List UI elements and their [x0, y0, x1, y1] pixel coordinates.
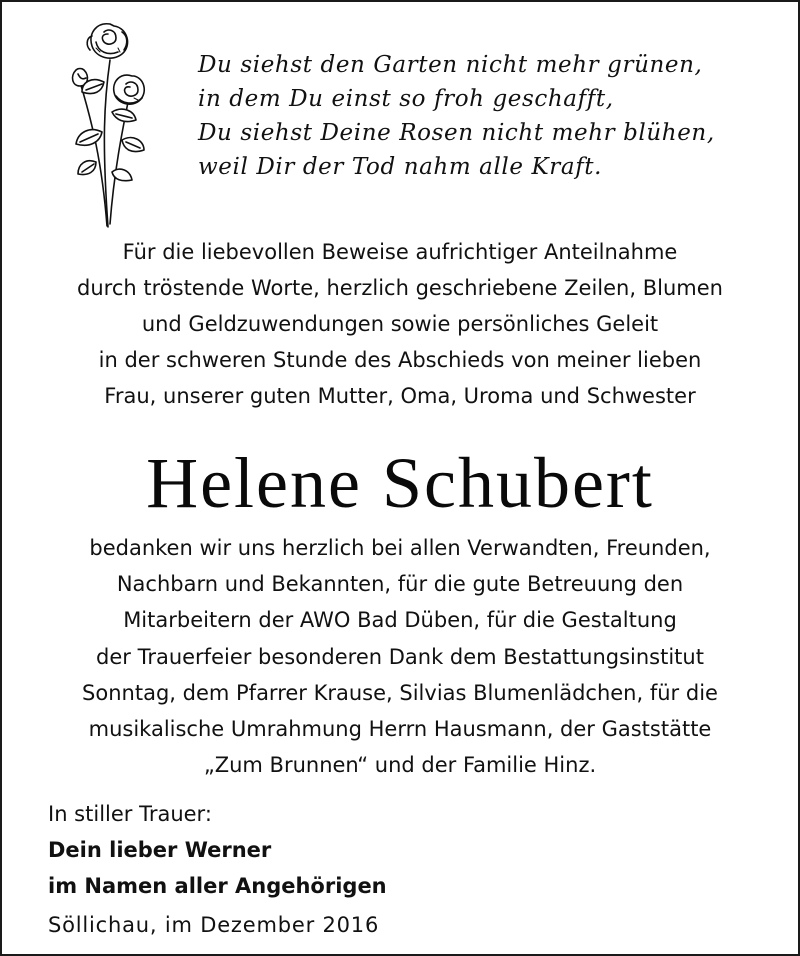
text-line: Sonntag, dem Pfarrer Krause, Silvias Blumenlädchen, für die	[82, 680, 718, 705]
poem-line: in dem Du einst so froh geschafft,	[198, 86, 614, 112]
gratitude-paragraph	[2, 530, 798, 783]
text-line: „Zum Brunnen“ und der Familie Hinz.	[203, 753, 597, 778]
text-line: in der schweren Stunde des Abschieds von meiner lieben	[98, 348, 702, 372]
place-date: Söllichau, im Dezember 2016	[48, 913, 380, 937]
text-line: Frau, unserer guten Mutter, Oma, Uroma und Schwester	[104, 384, 696, 408]
poem-line: Du siehst den Garten nicht mehr grünen,	[198, 52, 703, 78]
poem-line: weil Dir der Tod nahm alle Kraft.	[198, 154, 603, 180]
text-line: bedanken wir uns herzlich bei allen Verwandten, Freunden,	[89, 536, 711, 560]
signature-intro: In stiller Trauer:	[48, 802, 212, 826]
text-line: durch tröstende Worte, herzlich geschriebene Zeilen, Blumen	[77, 276, 723, 300]
deceased-name: Helene Schubert	[146, 443, 654, 523]
text-line: musikalische Umrahmung Herrn Hausmann, der Gaststätte	[88, 717, 712, 742]
text-line: Mitarbeitern der AWO Bad Düben, für die Gestaltung	[123, 608, 677, 633]
poem-line: Du siehst Deine Rosen nicht mehr blühen,	[198, 120, 715, 146]
thanks-paragraph	[2, 234, 798, 414]
roses-icon	[52, 12, 162, 232]
poem	[198, 48, 715, 184]
signature-family: im Namen aller Angehörigen	[48, 874, 387, 898]
text-line: und Geldzuwendungen sowie persönliches Geleit	[141, 312, 659, 336]
text-line: Nachbarn und Bekannten, für die gute Betreuung den	[116, 572, 684, 597]
signature-block	[48, 796, 387, 904]
text-line: der Trauerfeier besonderen Dank dem Bestattungsinstitut	[96, 644, 704, 669]
signature-name: Dein lieber Werner	[48, 838, 272, 862]
text-line: Für die liebevollen Beweise aufrichtiger Anteilnahme	[122, 240, 678, 264]
